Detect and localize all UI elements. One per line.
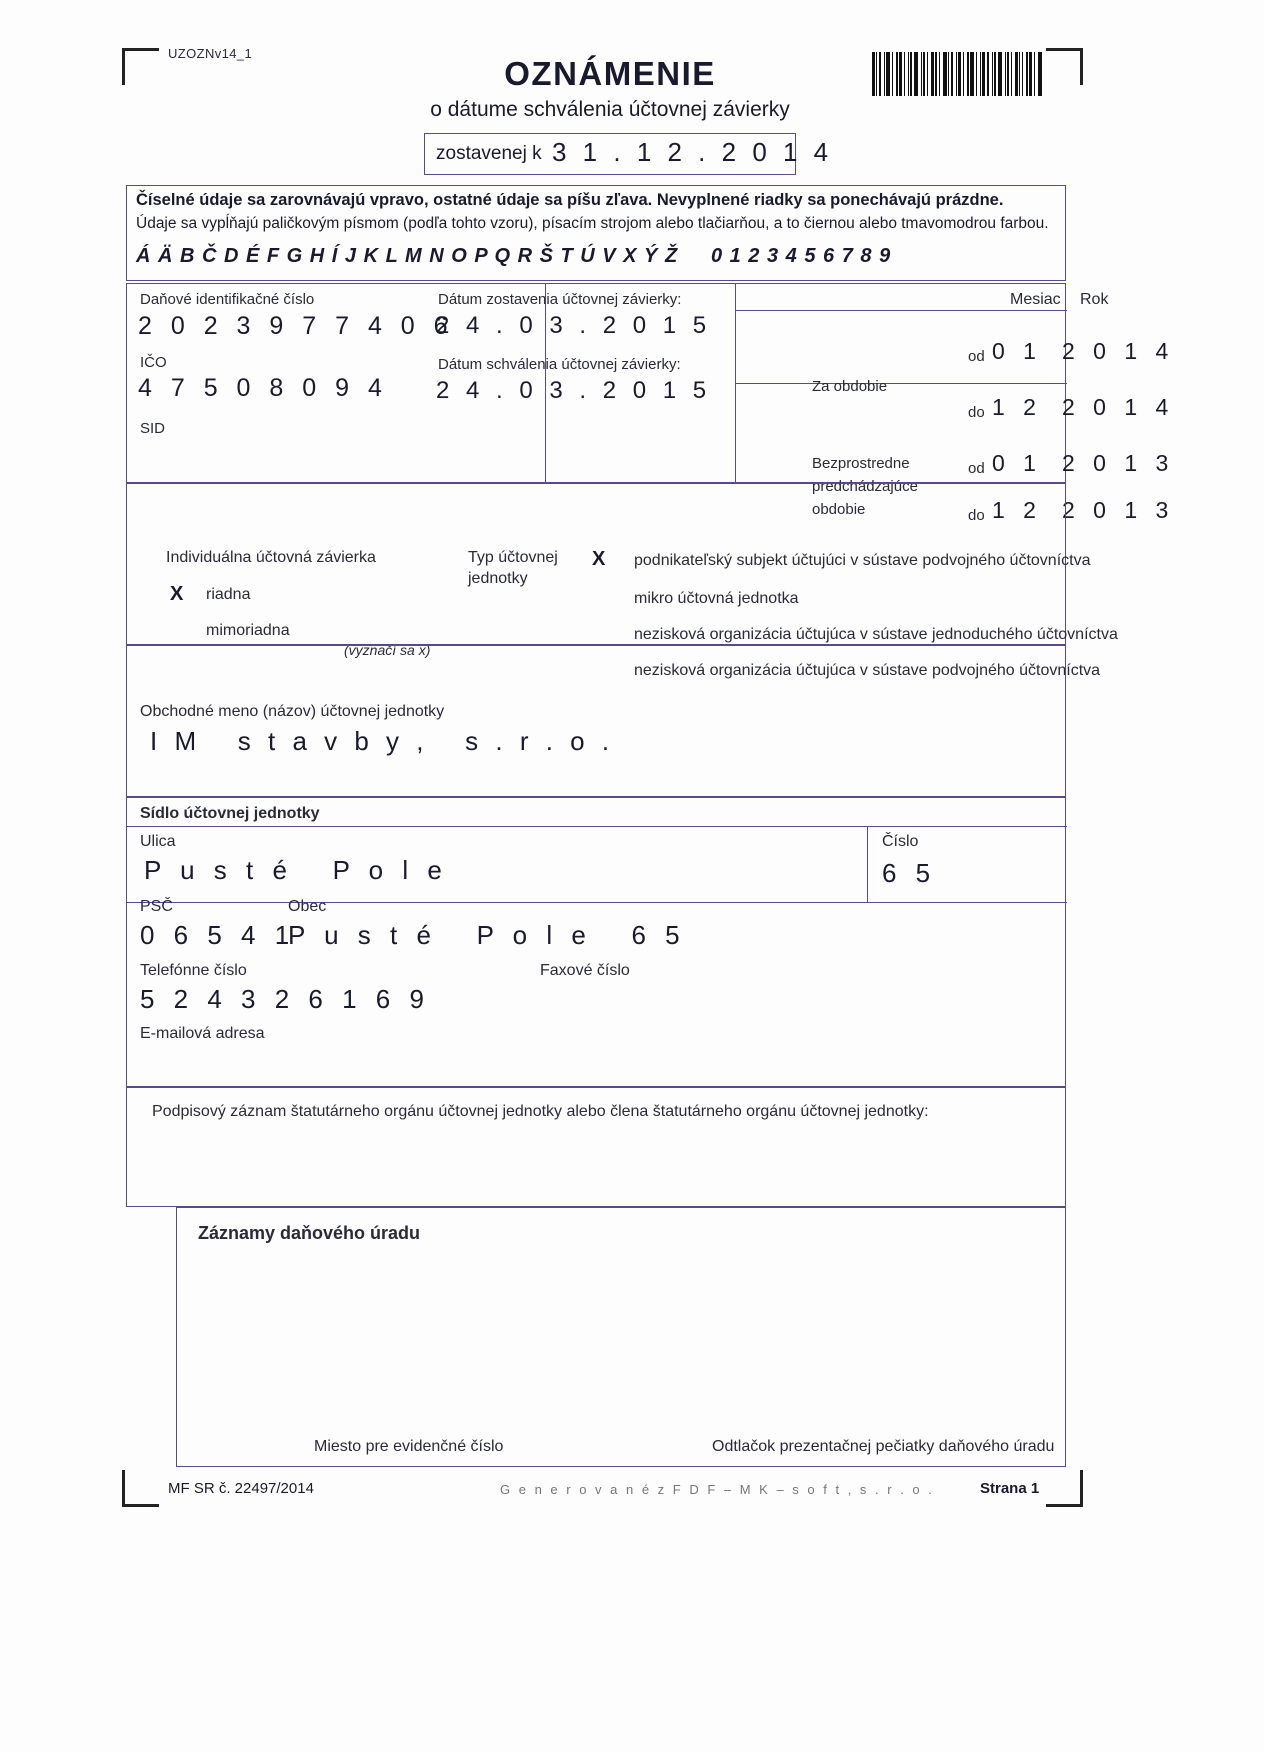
sid-label: SID <box>140 420 166 437</box>
crop-mark-bottom-left <box>122 1470 159 1507</box>
period-from-prefix: od <box>968 348 985 365</box>
unit-type-label-1: Typ účtovnej <box>468 549 558 566</box>
number-label: Číslo <box>882 833 919 850</box>
mimoriadna-label: mimoriadna <box>206 622 290 639</box>
period-to-prefix: do <box>968 404 985 421</box>
address-section-label: Sídlo účtovnej jednotky <box>140 805 320 822</box>
ico-label: IČO <box>140 354 167 371</box>
prev-to-year: 2 0 1 3 <box>1062 497 1175 523</box>
prev-period-label-1: Bezprostredne <box>812 455 910 472</box>
tax-office-title: Záznamy daňového úradu <box>198 1223 421 1243</box>
address-divider-vertical <box>867 826 868 902</box>
prepared-as-of-date: 3 1 . 1 2 . 2 0 1 4 <box>552 137 833 167</box>
unit-type-option-1: mikro účtovná jednotka <box>634 590 799 607</box>
entity-name-value: I M s t a v b y , s . r . o . <box>150 726 615 756</box>
crop-mark-top-right <box>1046 48 1083 85</box>
barcode <box>872 52 1044 96</box>
instructions-line-1: Číselné údaje sa zarovnávajú vpravo, ostatné údaje sa píšu zľava. Nevyplnené riadky sa ponechávajú prázdne. <box>136 191 1004 209</box>
unit-type-option-3: nezisková organizácia účtujúca v sústave podvojného účtovníctva <box>634 662 1101 679</box>
street-value: P u s t é P o l e <box>144 855 448 885</box>
prev-to-prefix: do <box>968 507 985 524</box>
date-approved-value: 2 4 . 0 3 . 2 0 1 5 <box>436 377 712 404</box>
instructions-line-2: Údaje sa vypĺňajú paličkovým písmom (podľa tohto vzoru), písacím strojom alebo tlačiarňou, a to čiernou alebo tmavomodrou farbou. <box>136 215 1049 232</box>
city-label: Obec <box>288 898 327 915</box>
phone-label: Telefónne číslo <box>140 962 247 979</box>
form-code: UZOZNv14_1 <box>168 46 253 61</box>
prev-period-label-2: predchádzajúce <box>812 478 918 495</box>
unit-type-label-2: jednotky <box>468 570 528 587</box>
prepared-as-of-label: zostavenej k <box>436 143 542 164</box>
stamp-label: Odtlačok prezentačnej pečiatky daňového úradu <box>712 1438 1055 1455</box>
footer-left: MF SR č. 22497/2014 <box>168 1480 314 1497</box>
individual-statement-label: Individuálna účtovná závierka <box>166 549 376 566</box>
divider-horizontal-mid <box>735 383 1067 384</box>
month-label: Mesiac <box>1010 291 1061 308</box>
address-divider-1 <box>127 826 1067 827</box>
entity-name-label: Obchodné meno (názov) účtovnej jednotky <box>140 703 445 720</box>
ico-value: 4 7 5 0 8 0 9 4 <box>138 374 388 402</box>
unit-type-option-0: podnikateľský subjekt účtujúci v sústave podvojného účtovníctva <box>634 552 1091 569</box>
page-subtitle: o dátume schválenia účtovnej závierky <box>430 98 790 121</box>
date-approved-label: Dátum schválenia účtovnej závierky: <box>438 356 681 373</box>
zip-value: 0 6 5 4 1 <box>140 920 296 950</box>
street-label: Ulica <box>140 833 176 850</box>
tax-office-block <box>176 1207 1066 1467</box>
prev-from-year: 2 0 1 3 <box>1062 450 1175 476</box>
date-prepared-value: 2 4 . 0 3 . 2 0 1 5 <box>436 312 712 339</box>
prev-from-prefix: od <box>968 460 985 477</box>
period-to-month: 1 2 <box>992 394 1042 420</box>
period-from-year: 2 0 1 4 <box>1062 338 1175 364</box>
dic-value: 2 0 2 3 9 7 7 4 0 6 <box>138 312 454 340</box>
dic-label: Daňové identifikačné číslo <box>140 291 315 308</box>
registration-number-label: Miesto pre evidenčné číslo <box>314 1438 504 1455</box>
zip-label: PSČ <box>140 898 173 915</box>
crop-mark-top-left <box>122 48 159 85</box>
email-label: E-mailová adresa <box>140 1025 265 1042</box>
prev-to-month: 1 2 <box>992 497 1042 523</box>
number-value: 6 5 <box>882 858 937 888</box>
entity-name-block <box>126 645 1066 797</box>
unit-type-option-2: nezisková organizácia účtujúca v sústave jednoduchého účtovníctva <box>634 626 1118 643</box>
unit-type-checkbox-0[interactable]: X <box>592 548 606 570</box>
divider-horizontal-top <box>735 310 1067 311</box>
page-title: OZNÁMENIE <box>504 55 716 92</box>
riadna-label: riadna <box>206 586 251 603</box>
date-prepared-label: Dátum zostavenia účtovnej závierky: <box>438 291 682 308</box>
period-to-year: 2 0 1 4 <box>1062 394 1175 420</box>
riadna-checkbox[interactable]: X <box>170 583 184 605</box>
footer-generator: G e n e r o v a n é z F D F – M K – s o f t , s . r . o . <box>500 1482 935 1497</box>
period-label: Za obdobie <box>812 378 888 395</box>
alphabet-sample: Á Ä B Č D É F G H Í J K L M N O P Q R Š T Ú V X Ý Ž 0 1 2 3 4 5 6 7 8 9 <box>136 245 892 267</box>
crop-mark-bottom-right <box>1046 1470 1083 1507</box>
footer-page-number: Strana 1 <box>980 1480 1040 1497</box>
prev-period-label-3: obdobie <box>812 501 866 518</box>
prev-from-month: 0 1 <box>992 450 1042 476</box>
city-value: P u s t é P o l e 6 5 <box>288 920 686 950</box>
period-from-month: 0 1 <box>992 338 1042 364</box>
address-divider-2 <box>127 902 1067 903</box>
signature-label: Podpisový záznam štatutárneho orgánu účtovnej jednotky alebo člena štatutárneho orgánu účtovnej jednotky: <box>152 1103 929 1120</box>
mark-hint: (vyznačí sa x) <box>344 642 431 658</box>
year-label: Rok <box>1080 291 1109 308</box>
fax-label: Faxové číslo <box>540 962 630 979</box>
phone-value: 5 2 4 3 2 6 1 6 9 <box>140 984 430 1014</box>
